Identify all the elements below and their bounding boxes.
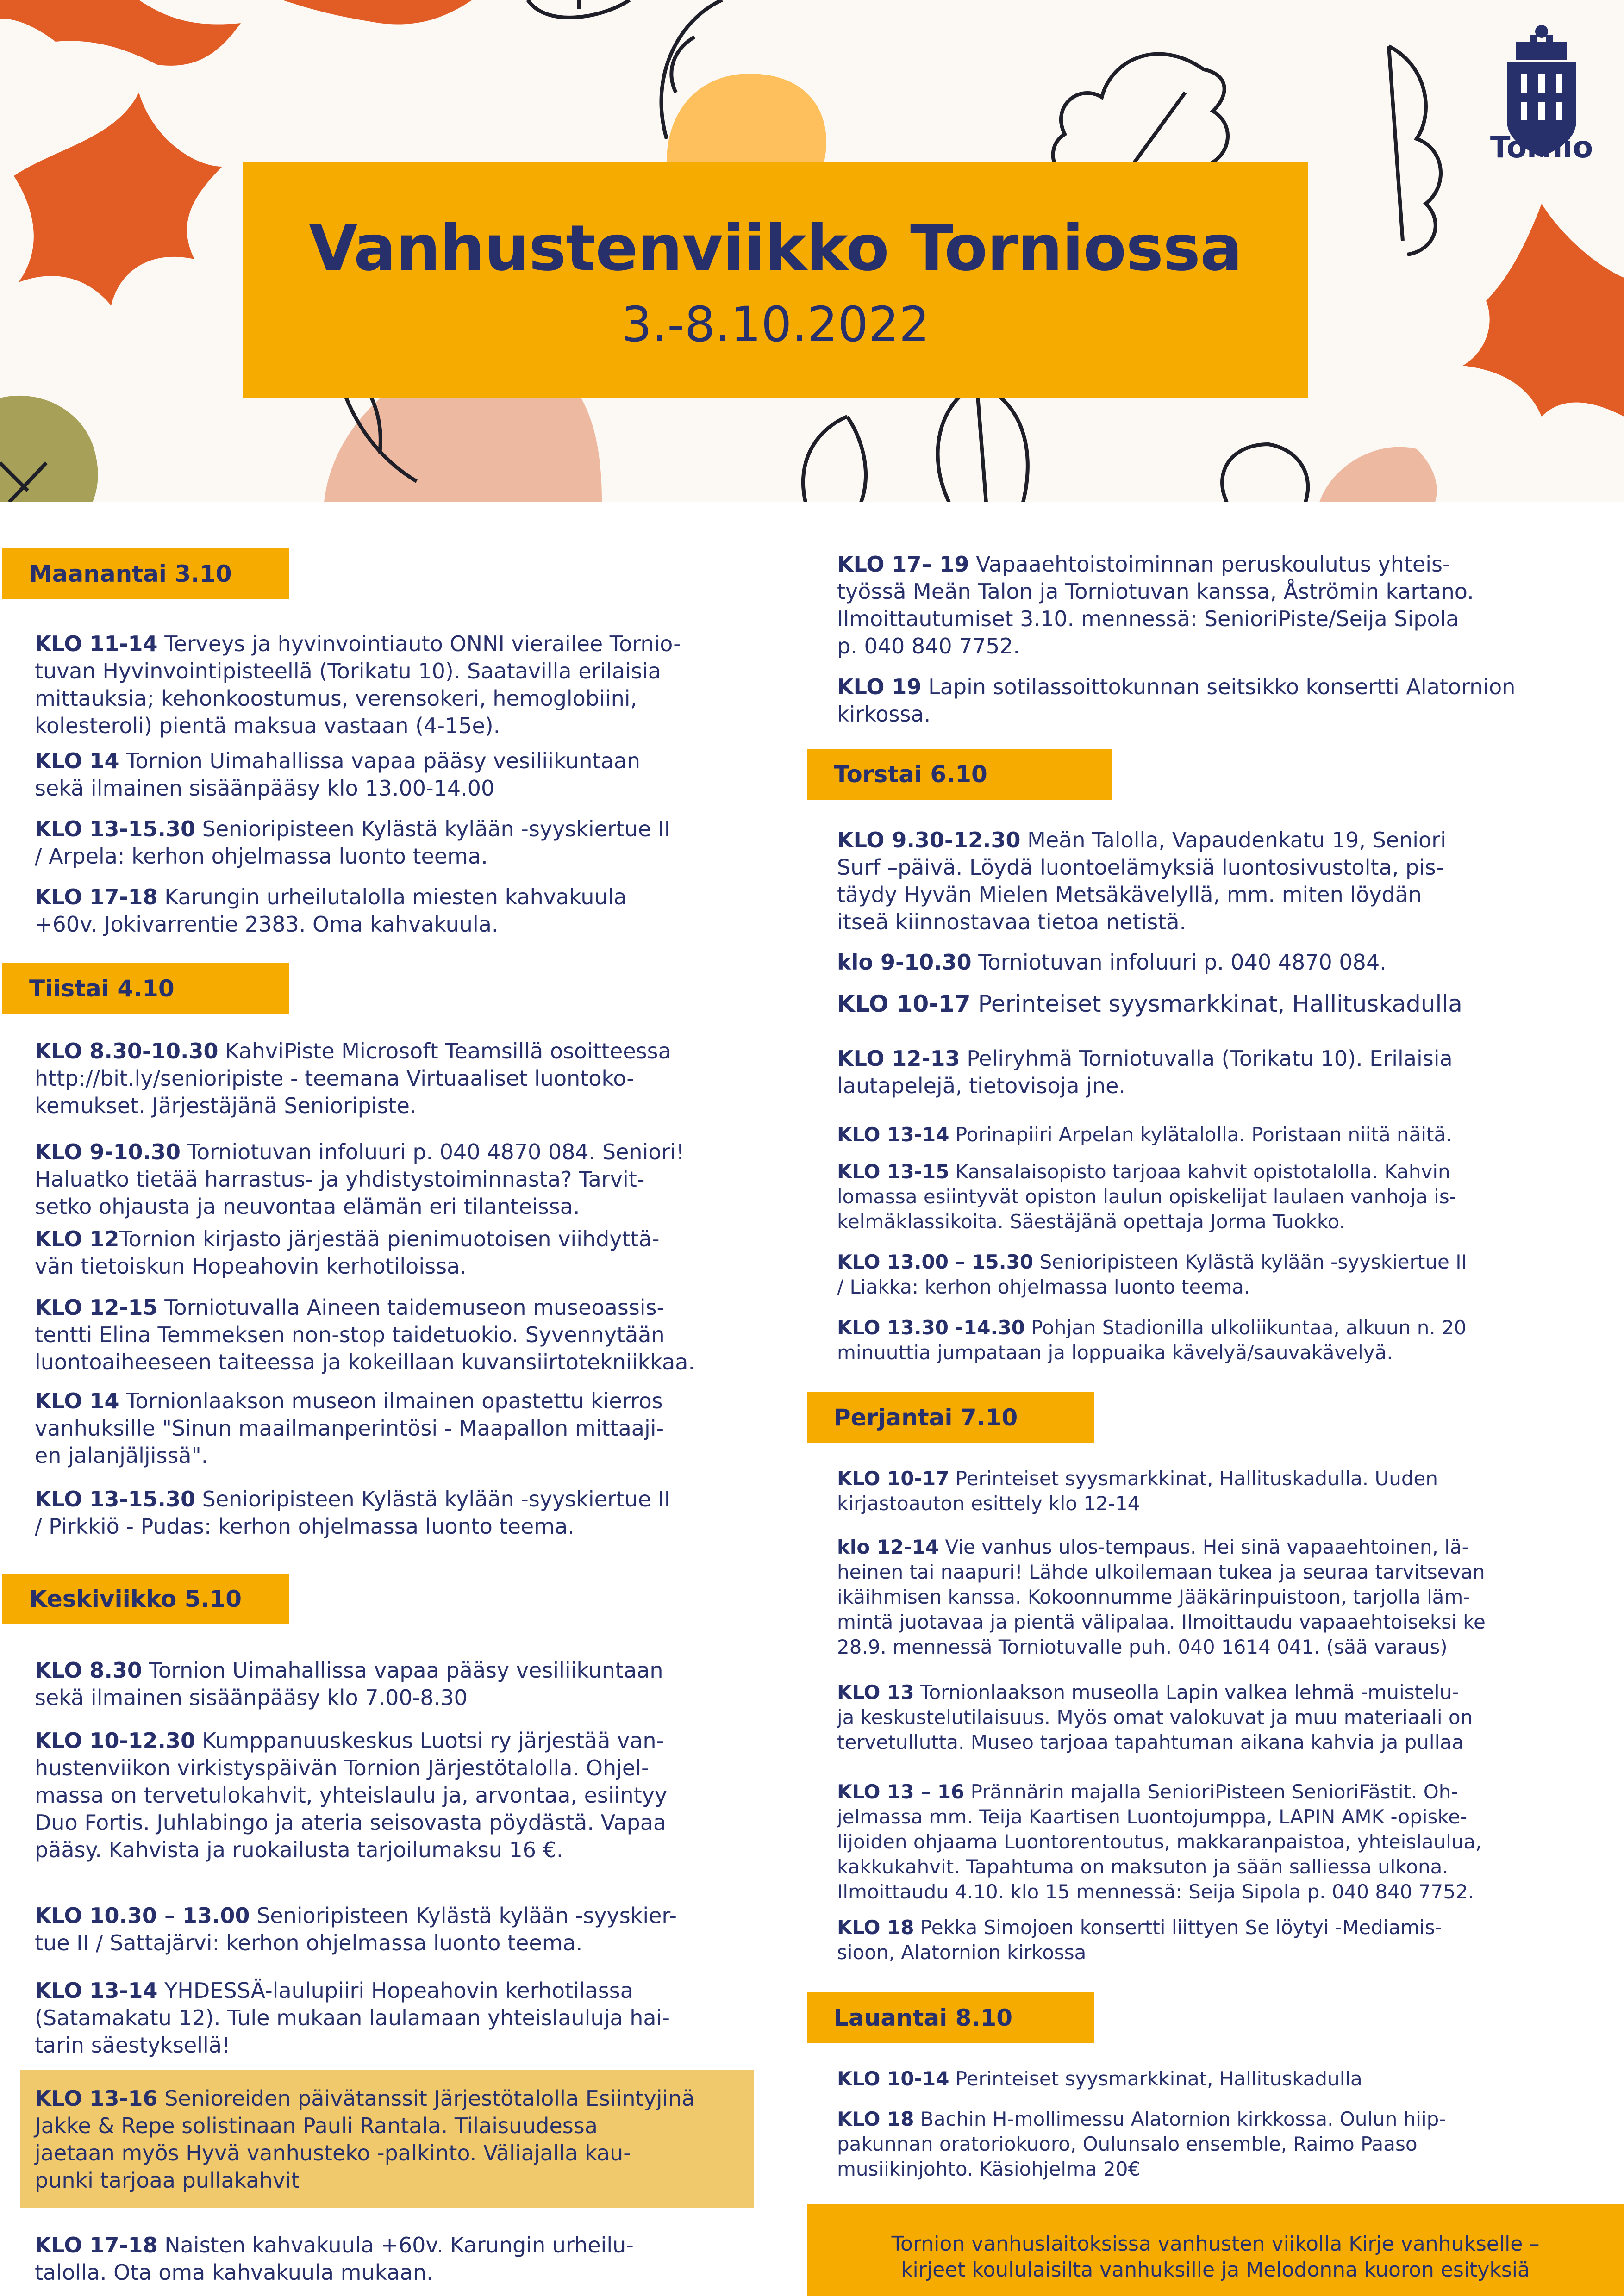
event-item bbox=[837, 1159, 1601, 1234]
event-item bbox=[837, 827, 1601, 936]
event-time: KLO 18 bbox=[837, 1916, 914, 1939]
event-text: Vie vanhus ulos-tempaus. Hei sinä vapaaehtoinen, lä- heinen tai naapuri! Lähde ulkoilemaan tukea ja seuraa tarvitsevan ikäihmisen kanssa. Kokoonnumme Jääkärinpuistoon, tarjolla läm- mintä juotavaa ja pientä välipalaa. Ilmoittaudu vapaaehtoiseksi ke 28.9. mennessä Torniotuvalle puh. 040 1614 041. (sää varaus) bbox=[837, 1536, 1486, 1658]
event-item bbox=[837, 1315, 1601, 1365]
event-item bbox=[35, 1226, 766, 1280]
event-time: KLO 13.00 – 15.30 bbox=[837, 1251, 1034, 1273]
event-time: klo 12-14 bbox=[837, 1536, 939, 1558]
event-item bbox=[837, 1915, 1601, 1965]
event-text: Kumppanuuskeskus Luotsi ry järjestää van- hustenviikon virkistyspäivän Tornion Järjestötalolla. Ohjel- massa on tervetulokahvit, yhteislaulu ja, arvontaa, esiintyy Duo Fortis. Juhlabingo ja ateria seisovasta pöydästä. Vapaa pääsy. Kahvista ja ruokailusta tarjoilumaksu 16 €. bbox=[35, 1728, 668, 1862]
event-item bbox=[837, 2066, 1601, 2091]
event-text: Tornionlaakson museolla Lapin valkea lehmä -muistelu- ja keskustelutilaisuus. Myös omat valokuvat ja muu materiaali on tervetullutta. Museo tarjoaa tapahtuman aikana kahvia ja pullaa bbox=[837, 1681, 1473, 1754]
event-time: KLO 18 bbox=[837, 2108, 914, 2130]
event-text: Peliryhmä Torniotuvalla (Torikatu 10). Erilaisia lautapelejä, tietovisoja jne. bbox=[837, 1046, 1453, 1098]
event-item bbox=[35, 1388, 766, 1469]
event-time: KLO 8.30-10.30 bbox=[35, 1039, 219, 1064]
day-header-wednesday: Keskiviikko 5.10 bbox=[2, 1574, 289, 1624]
event-time: KLO 13 – 16 bbox=[837, 1780, 965, 1803]
event-item bbox=[837, 949, 1601, 976]
event-time: KLO 17-18 bbox=[35, 884, 158, 909]
event-item bbox=[35, 1038, 766, 1120]
day-header-thursday: Torstai 6.10 bbox=[807, 749, 1112, 800]
event-time: KLO 13-16 bbox=[35, 2086, 158, 2111]
event-time: KLO 10-17 bbox=[837, 1467, 949, 1490]
event-text: Tornion Uimahallissa vapaa pääsy vesiliikuntaan sekä ilmainen sisäänpääsy klo 7.00-8.30 bbox=[35, 1658, 663, 1710]
logo-text: Tornio bbox=[1490, 131, 1593, 165]
title-box bbox=[243, 162, 1308, 398]
event-text: Tornion kirjasto järjestää pienimuotoisen viihdyttä- vän tietoiskun Hopeahovin kerhotiloissa. bbox=[35, 1226, 660, 1279]
event-time: KLO 13-15.30 bbox=[35, 816, 196, 841]
event-item bbox=[35, 1902, 766, 1957]
event-item bbox=[837, 1466, 1601, 1516]
event-text: Torniotuvan infoluuri p. 040 4870 084. bbox=[978, 950, 1387, 975]
day-header-monday: Maanantai 3.10 bbox=[2, 548, 289, 599]
event-text: Senioripisteen Kylästä kylään -syyskiertue II / Liakka: kerhon ohjelmassa luonto teema. bbox=[837, 1251, 1467, 1298]
event-text: Pohjan Stadionilla ulkoliikuntaa, alkuun n. 20 minuuttia jumpataan ja loppuaika kävelyä/sauvakävelyä. bbox=[837, 1316, 1467, 1364]
event-time: KLO 9.30-12.30 bbox=[837, 828, 1021, 852]
event-text: YHDESSÄ-laulupiiri Hopeahovin kerhotilassa (Satamakatu 12). Tule mukaan laulamaan yhteislauluja hai- tarin säestyksellä! bbox=[35, 1978, 670, 2058]
event-item bbox=[35, 1727, 766, 1864]
event-text: Tornion Uimahallissa vapaa pääsy vesiliikuntaan sekä ilmainen sisäänpääsy klo 13.00-14.00 bbox=[35, 748, 641, 801]
event-item bbox=[35, 1977, 766, 2059]
event-text: Karungin urheilutalolla miesten kahvakuula +60v. Jokivarrentie 2383. Oma kahvakuula. bbox=[35, 884, 627, 937]
event-time: KLO 13-15.30 bbox=[35, 1487, 196, 1512]
event-time: KLO 11-14 bbox=[35, 631, 158, 656]
event-text: Perinteiset syysmarkkinat, Hallituskadulla bbox=[955, 2067, 1362, 2090]
event-item bbox=[35, 884, 766, 938]
event-time: KLO 10-12.30 bbox=[35, 1728, 196, 1753]
event-text: Meän Talolla, Vapaudenkatu 19, Seniori Surf –päivä. Löydä luontoelämyksiä luontosivustolta, pis- täydy Hyvän Mielen Metsäkävelyllä, mm. miten löydän itseä kiinnostavaa tietoa netistä. bbox=[837, 828, 1446, 934]
event-time: KLO 10.30 – 13.00 bbox=[35, 1903, 250, 1928]
day-header-friday: Perjantai 7.10 bbox=[807, 1392, 1094, 1443]
event-time: KLO 17– 19 bbox=[837, 552, 969, 577]
day-header-saturday: Lauantai 8.10 bbox=[807, 1992, 1094, 2043]
event-text: Vapaaehtoistoiminnan peruskoulutus yhteis- työssä Meän Talon ja Torniotuvan kanssa, Åströmin kartano. Ilmoittautumiset 3.10. mennessä: SenioriPiste/Seija Sipola p. 040 840 7752. bbox=[837, 552, 1474, 659]
event-text: Pekka Simojoen konsertti liittyen Se löytyi -Mediamis- sioon, Alatornion kirkossa bbox=[837, 1916, 1442, 1964]
event-item bbox=[837, 673, 1601, 728]
event-text: Senioripisteen Kylästä kylään -syyskier- tue II / Sattajärvi: kerhon ohjelmassa luonto teema. bbox=[35, 1903, 677, 1955]
event-item bbox=[35, 2232, 766, 2286]
event-time: KLO 12 bbox=[35, 1226, 119, 1251]
day-header-tuesday: Tiistai 4.10 bbox=[2, 963, 289, 1014]
event-time: KLO 14 bbox=[35, 748, 119, 773]
event-time: KLO 10-14 bbox=[837, 2067, 949, 2090]
page-title: Vanhustenviikko Torniossa bbox=[309, 212, 1242, 285]
event-text: Senioripisteen Kylästä kylään -syyskiertue II / Arpela: kerhon ohjelmassa luonto teema. bbox=[35, 816, 671, 869]
event-item bbox=[35, 815, 766, 870]
event-text: Bachin H-mollimessu Alatornion kirkkossa. Oulun hiip- pakunnan oratoriokuoro, Oulunsalo ensemble, Raimo Paaso musiikinjohto. Käsiohjelma 20€ bbox=[837, 2108, 1446, 2180]
event-time: klo 9-10.30 bbox=[837, 950, 972, 975]
event-item bbox=[35, 1139, 766, 1220]
event-item-highlighted bbox=[35, 2085, 757, 2194]
event-time: KLO 13-15 bbox=[837, 1160, 949, 1183]
event-item bbox=[35, 747, 766, 802]
event-text: Porinapiiri Arpelan kylätalolla. Poristaan niitä näitä. bbox=[955, 1123, 1452, 1146]
event-time: KLO 12-15 bbox=[35, 1295, 158, 1320]
event-item bbox=[837, 1535, 1601, 1660]
event-time: KLO 19 bbox=[837, 674, 922, 699]
event-item bbox=[837, 1121, 1601, 1148]
event-time: KLO 13.30 -14.30 bbox=[837, 1316, 1025, 1339]
event-text: Lapin sotilassoittokunnan seitsikko konsertti Alatornion kirkossa. bbox=[837, 674, 1516, 727]
event-item bbox=[837, 1250, 1601, 1300]
event-item bbox=[35, 1294, 766, 1376]
header-banner bbox=[0, 0, 1624, 502]
event-time: KLO 13 bbox=[837, 1681, 914, 1704]
event-item bbox=[837, 1780, 1601, 1904]
event-text: Perinteiset syysmarkkinat, Hallituskadulla. Uuden kirjastoauton esittely klo 12-14 bbox=[837, 1467, 1438, 1515]
event-text: Senioreiden päivätanssit Järjestötalolla Esiintyjinä Jakke & Repe solistinaan Pauli Rantala. Tilaisuudessa jaetaan myös Hyvä vanhusteko -palkinto. Väliajalla kau- punki tarjoaa pullakahvit bbox=[35, 2086, 695, 2193]
event-text: Tornionlaakson museon ilmainen opastettu kierros vanhuksille "Sinun maailmanperintösi - Maapallon mittaaji- en jalanjäljissä". bbox=[35, 1388, 664, 1468]
event-item bbox=[837, 2107, 1601, 2182]
event-item bbox=[837, 1045, 1601, 1100]
event-item bbox=[837, 1680, 1601, 1755]
footer-note: Tornion vanhuslaitoksissa vanhusten viikolla Kirje vanhukselle – kirjeet koululaisilta vanhuksille ja Melodonna kuoron esityksiä bbox=[891, 2232, 1540, 2282]
event-text: Torniotuvalla Aineen taidemuseon museoassis- tentti Elina Temmeksen non-stop taidetuokio. Syvennytään luontoaiheeseen taiteessa ja kokeillaan kuvansiirtotekniikkaa. bbox=[35, 1295, 695, 1375]
event-text: KahviPiste Microsoft Teamsillä osoitteessa http://bit.ly/senioripiste - teemana Virtuaaliset luontoko- kemukset. Järjestäjänä Senioripiste. bbox=[35, 1039, 671, 1118]
event-text: Naisten kahvakuula +60v. Karungin urheilu- talolla. Ota oma kahvakuula mukaan. bbox=[35, 2233, 634, 2285]
event-text: Kansalaisopisto tarjoaa kahvit opistotalolla. Kahvin lomassa esiintyvät opiston laulun opiskelijat laulaen vanhoja is- kelmäklassikoita. Säestäjänä opettaja Jorma Tuokko. bbox=[837, 1160, 1456, 1233]
event-dates: 3.-8.10.2022 bbox=[621, 296, 930, 353]
event-text: Prännärin majalla SenioriPisteen SenioriFästit. Oh- jelmassa mm. Teija Kaartisen Luontojumppa, LAPIN AMK -opiske- lijoiden ohjaama Luontorentoutus, makkaranpaistoa, yhteislaulua, kakkukahvit. Tapahtuma on maksuton ja sään salliessa ulkona. Ilmoittaudu 4.10. klo 15 mennessä: Seija Sipola p. 040 840 7752. bbox=[837, 1780, 1482, 1903]
event-time: KLO 14 bbox=[35, 1388, 119, 1413]
event-time: KLO 12-13 bbox=[837, 1046, 960, 1071]
event-time: KLO 17-18 bbox=[35, 2233, 158, 2258]
event-item bbox=[837, 551, 1601, 660]
event-time: KLO 9-10.30 bbox=[35, 1139, 181, 1164]
event-time: KLO 8.30 bbox=[35, 1658, 142, 1683]
event-time: KLO 10-17 bbox=[837, 990, 971, 1017]
event-text: Perinteiset syysmarkkinat, Hallituskadulla bbox=[978, 990, 1462, 1017]
event-text: Terveys ja hyvinvointiauto ONNI vierailee Tornio- tuvan Hyvinvointipisteellä (Torikatu 10). Saatavilla erilaisia mittauksia; kehonkoostumus, verensokeri, hemoglobiini, kolesteroli) pientä maksua vastaan (4-15e). bbox=[35, 631, 681, 738]
event-text: Senioripisteen Kylästä kylään -syyskiertue II / Pirkkiö - Pudas: kerhon ohjelmassa luonto teema. bbox=[35, 1487, 671, 1539]
event-item bbox=[35, 630, 766, 740]
event-text: Torniotuvan infoluuri p. 040 4870 084. Seniori! Haluatko tietää harrastus- ja yhdistystoiminnasta? Tarvit- setko ohjausta ja neuvontaa elämän eri tilanteissa. bbox=[35, 1139, 685, 1219]
event-time: KLO 13-14 bbox=[35, 1978, 158, 2003]
footer-note-box bbox=[807, 2204, 1624, 2296]
event-item bbox=[35, 1657, 766, 1711]
event-item bbox=[35, 1486, 766, 1540]
event-item bbox=[837, 990, 1601, 1018]
event-time: KLO 13-14 bbox=[837, 1123, 949, 1146]
